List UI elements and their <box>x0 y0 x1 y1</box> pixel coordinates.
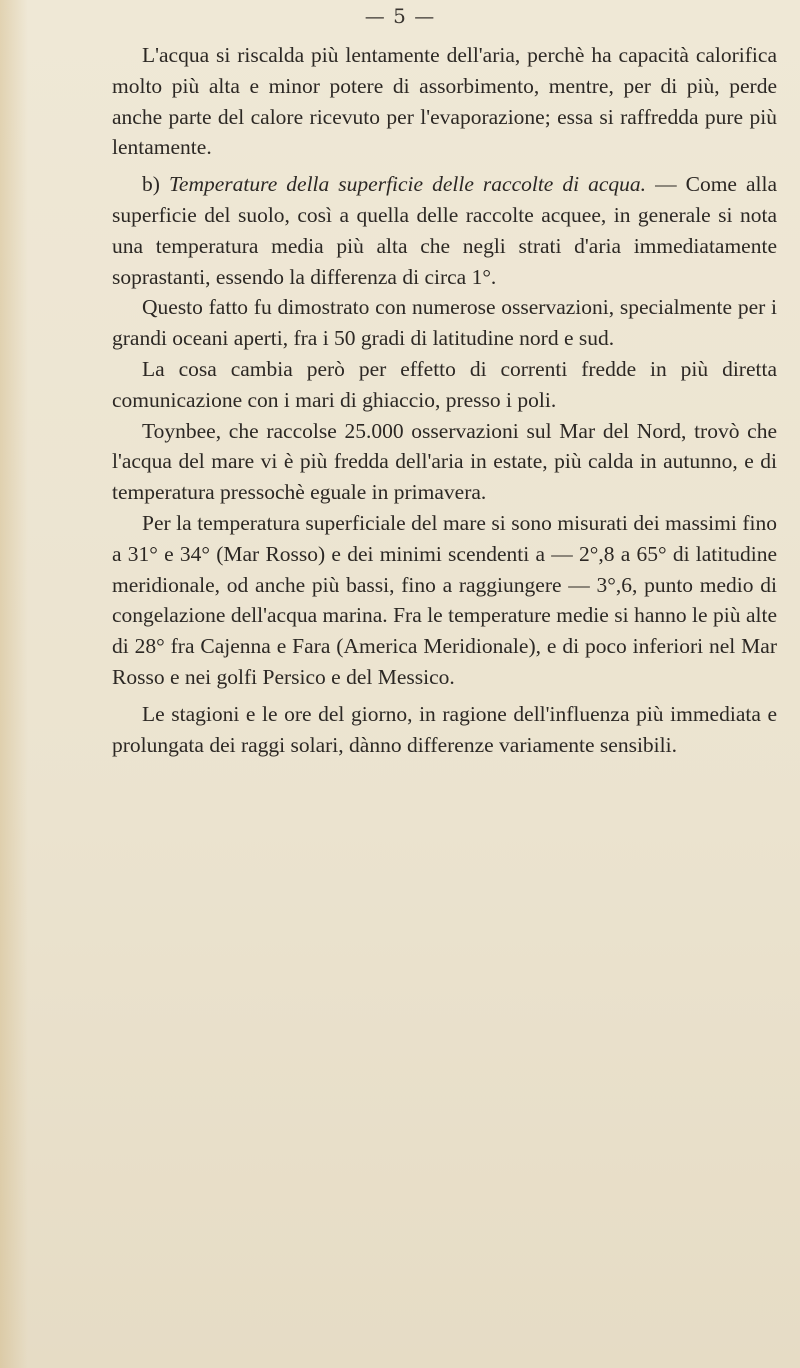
section-text: — Come alla superficie del suolo, così a quella delle raccolte acquee, in generale si nota una temperatura media più alta che negli strati d'aria immediatamente soprastanti, essendo la differenza di circa 1°. <box>112 172 778 289</box>
paragraph-1: L'acqua si riscalda più lentamente dell'aria, perchè ha capacità calorifica molto più alta e minor potere di assorbimento, mentre, per di più, perde anche parte del calore ricevuto per l'evaporazione; essa si raffredda pure più lentamente. <box>112 43 777 160</box>
section-heading: Temperature della superficie delle raccolte di acqua. <box>168 172 647 197</box>
paragraph-3: Questo fatto fu dimostrato con numerose osservazioni, specialmente per i grandi oceani aperti, fra i 50 gradi di latitudine nord e sud. <box>112 295 777 351</box>
section-label: b) <box>142 172 160 197</box>
paragraph-7: Le stagioni e le ore del giorno, in ragione dell'influenza più immediata e prolungata dei raggi solari, dànno differenze variamente sensibili. <box>112 701 777 757</box>
paragraph-4: La cosa cambia però per effetto di correnti fredde in più diretta comunicazione con i mari di ghiaccio, presso i poli. <box>112 356 777 412</box>
paragraph-2 <box>112 169 777 292</box>
paragraph-6: Per la temperatura superficiale del mare si sono misurati dei massimi fino a 31° e 34° (Mar Rosso) e dei minimi scendenti a — 2°,8 a 65° di latitudine meridionale, od anche più bassi, fino a raggiungere — 3°,6, punto medio di congelazione dell'acqua marina. Fra le temperature medie si hanno le più alte di 28° fra Cajenna e Fara (America Meridionale), e di poco inferiori nel Mar Rosso e nei golfi Persico e del Messico. <box>112 510 777 689</box>
body-text <box>112 40 777 760</box>
paragraph-5: Toynbee, che raccolse 25.000 osservazioni sul Mar del Nord, trovò che l'acqua del mare vi è più fredda dell'aria in estate, più calda in autunno, e di temperatura pressochè eguale in primavera. <box>112 418 777 505</box>
page-number: — 5 — <box>364 4 436 28</box>
